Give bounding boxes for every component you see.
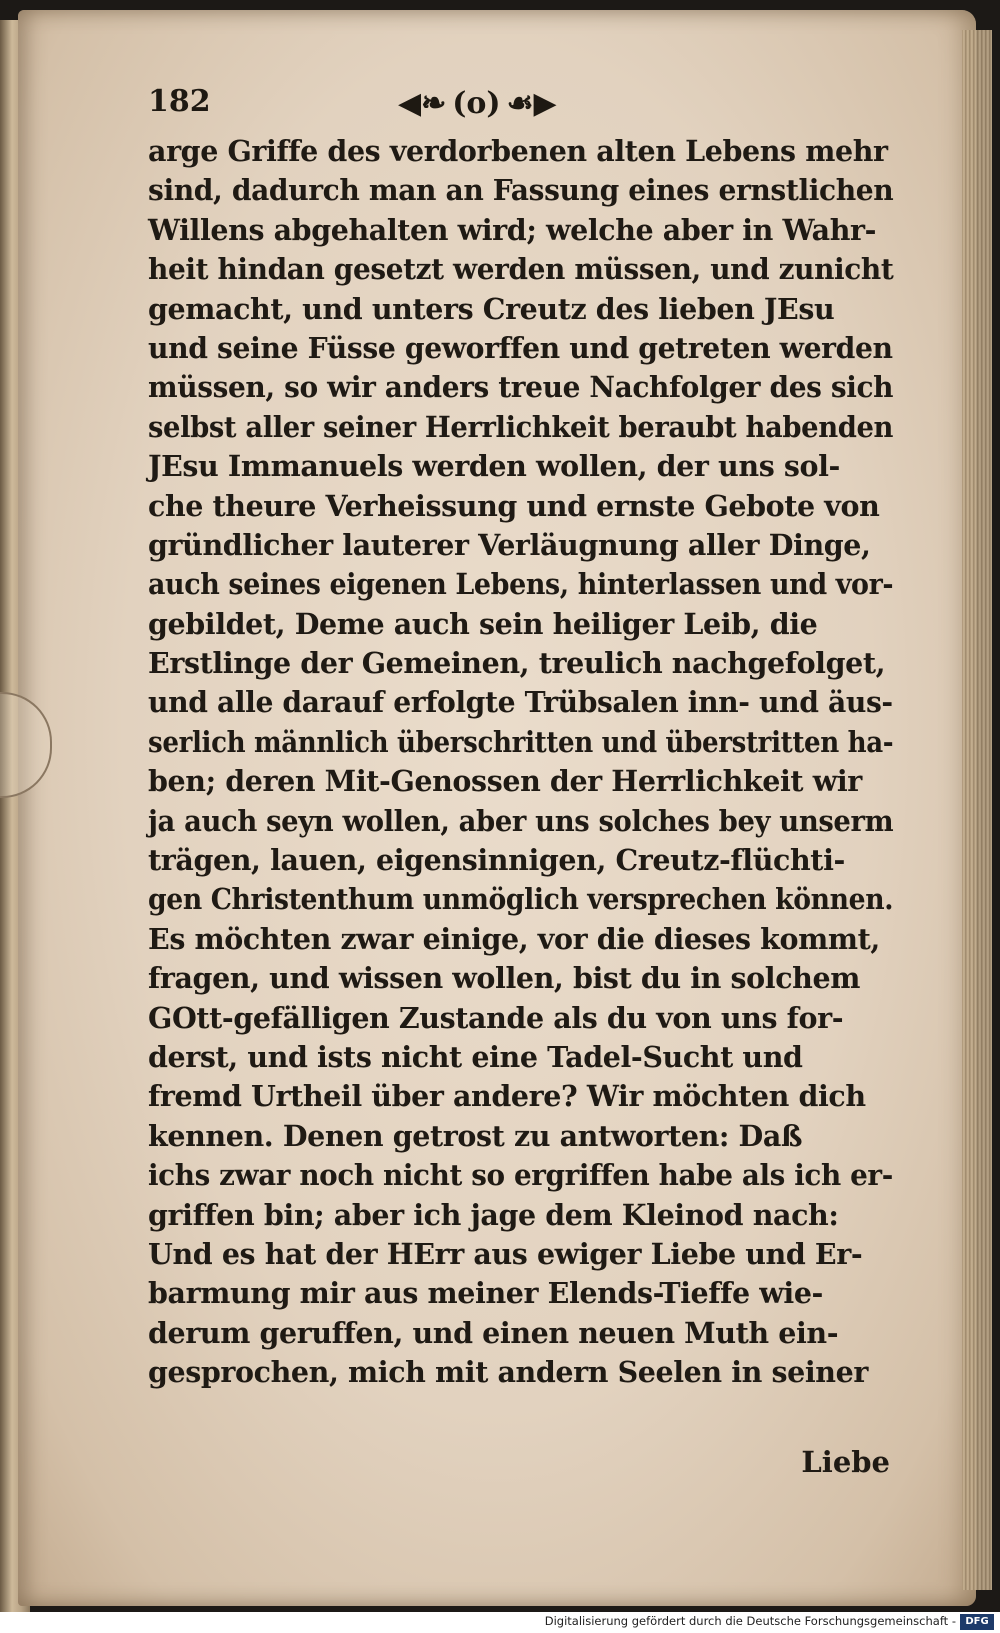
ornament-left-icon: ◀❧: [398, 86, 447, 121]
body-text: [148, 132, 893, 1393]
text-line: ben; deren Mit-Genossen der Herrlichkeit wir: [148, 764, 862, 799]
text-line: gebildet, Deme auch sein heiliger Leib, die: [148, 606, 818, 641]
text-line: derst, und ists nicht eine Tadel-Sucht und: [148, 1039, 803, 1074]
text-line: trägen, lauen, eigensinnigen, Creutz-flüchti-: [148, 843, 845, 878]
page-number: 182: [148, 84, 211, 119]
text-line: sind, dadurch man an Fassung eines ernstlichen: [148, 173, 894, 208]
text-line: Erstlinge der Gemeinen, treulich nachgefolget,: [148, 646, 886, 681]
text-line: ichs zwar noch nicht so ergriffen habe als ich er-: [148, 1158, 893, 1193]
text-line: serlich männlich überschritten und überstritten ha-: [148, 724, 894, 759]
text-line: müssen, so wir anders treue Nachfolger des sich: [148, 370, 894, 405]
dfg-logo-icon: DFG: [960, 1614, 994, 1630]
text-line: selbst aller seiner Herrlichkeit beraubt habenden: [148, 409, 894, 444]
page-header: [148, 84, 888, 128]
text-line: gemacht, und unters Creutz des lieben JEsu: [148, 291, 835, 326]
text-line: und alle darauf erfolgte Trübsalen inn- und äus-: [148, 685, 893, 720]
text-line: heit hindan gesetzt werden müssen, und zunicht: [148, 252, 894, 287]
text-line: auch seines eigenen Lebens, hinterlassen und vor-: [148, 567, 894, 602]
text-line: barmung mir aus meiner Elends-Tieffe wie-: [148, 1276, 823, 1311]
text-line: fragen, und wissen wollen, bist du in solchem: [148, 961, 860, 996]
catchword: Liebe: [801, 1445, 890, 1479]
text-line: fremd Urtheil über andere? Wir möchten dich: [148, 1079, 866, 1114]
text-line: gen Christenthum unmöglich versprechen können.: [148, 882, 894, 917]
header-ornament: [398, 84, 557, 124]
text-line: Es möchten zwar einige, vor die dieses kommt,: [148, 921, 880, 956]
ornament-center: (o): [452, 86, 501, 121]
text-line: und seine Füsse geworffen und getreten werden: [148, 330, 893, 365]
text-line: Und es hat der HErr aus ewiger Liebe und Er-: [148, 1236, 863, 1271]
text-line: arge Griffe des verdorbenen alten Lebens mehr: [148, 134, 888, 168]
text-line: gründlicher lauterer Verläugnung aller Dinge,: [148, 527, 871, 562]
text-line: JEsu Immanuels werden wollen, der uns sol-: [148, 449, 840, 484]
text-line: ja auch seyn wollen, aber uns solches bey unserm: [148, 803, 894, 838]
text-line: Willens abgehalten wird; welche aber in Wahr-: [148, 212, 877, 247]
text-line: GOtt-gefälligen Zustande als du von uns for-: [148, 1000, 844, 1035]
text-line: kennen. Denen getrost zu antworten: Daß: [148, 1118, 803, 1153]
page-stack-edge: [962, 30, 992, 1590]
digitization-credit: Digitalisierung gefördert durch die Deutsche Forschungsgemeinschaft -: [544, 1614, 956, 1628]
text-line: gesprochen, mich mit andern Seelen in seiner: [148, 1355, 868, 1390]
text-line: derum geruffen, und einen neuen Muth ein-: [148, 1315, 839, 1350]
text-line: griffen bin; aber ich jage dem Kleinod nach:: [148, 1197, 839, 1232]
text-line: che theure Verheissung und ernste Gebote von: [148, 488, 880, 523]
ornament-right-icon: ☙▶: [506, 86, 557, 121]
